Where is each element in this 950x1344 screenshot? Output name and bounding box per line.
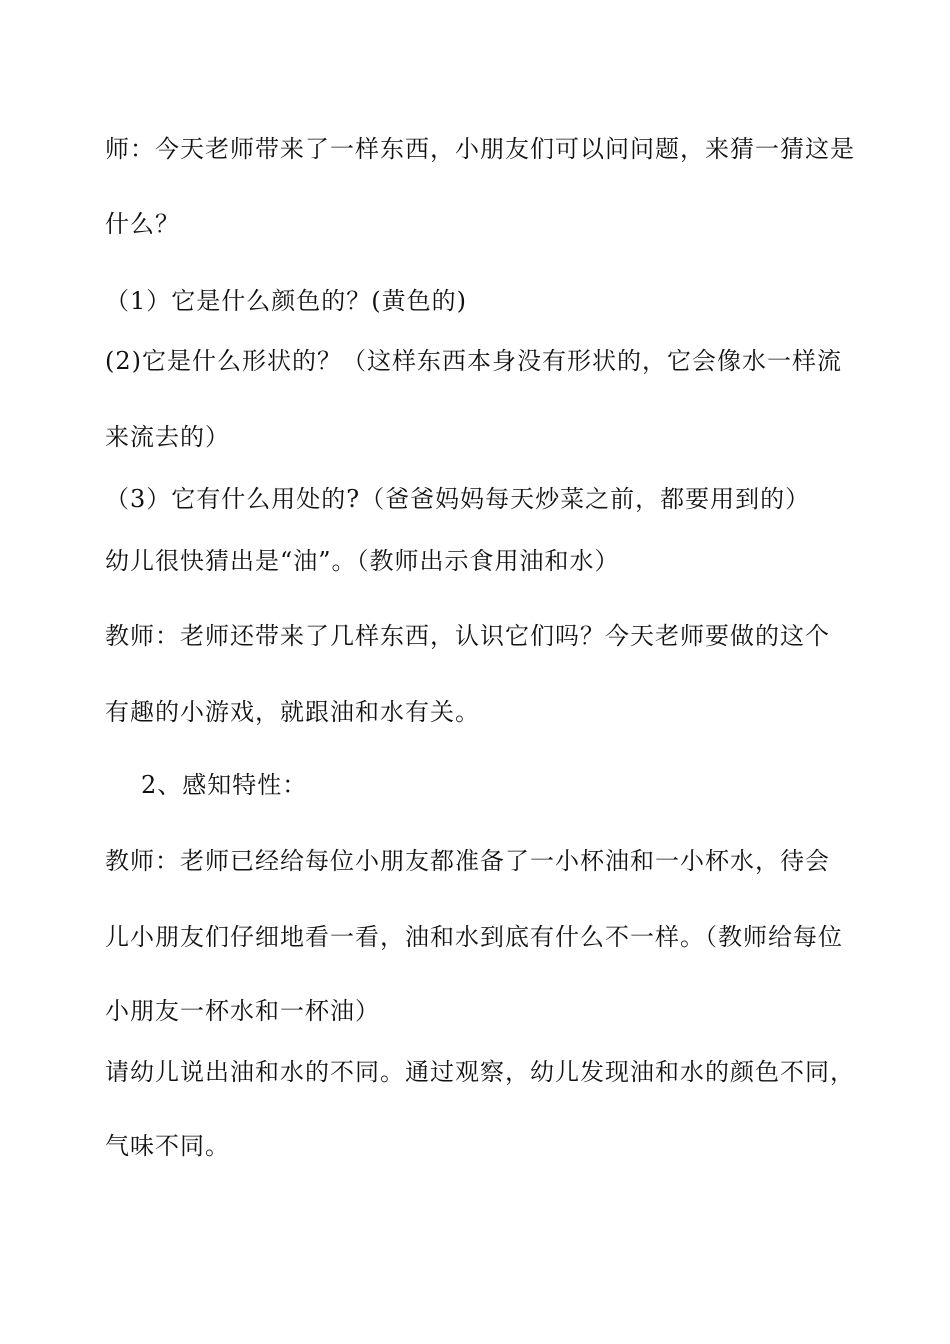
question-line-1: （1）它是什么颜色的？(黄色的) xyxy=(105,287,467,315)
section-heading: 2、感知特性： xyxy=(141,771,308,799)
answer-line: 幼儿很快猜出是“油”。（教师出示食用油和水） xyxy=(105,547,620,575)
question-line-2-continued: 来流去的） xyxy=(105,423,230,451)
teacher-line-1-continued: 有趣的小游戏，就跟油和水有关。 xyxy=(105,698,480,726)
teacher-line-2-end: 小朋友一杯水和一杯油） xyxy=(105,997,380,1025)
observation-line: 请幼儿说出油和水的不同。通过观察，幼儿发现油和水的颜色不同， xyxy=(105,1058,855,1086)
paragraph-line-1: 师：今天老师带来了一样东西，小朋友们可以问问题，来猜一猜这是 xyxy=(105,135,855,163)
teacher-line-2: 教师：老师已经给每位小朋友都准备了一小杯油和一小杯水，待会 xyxy=(105,847,830,875)
question-line-2: (2)它是什么形状的？（这样东西本身没有形状的，它会像水一样流 xyxy=(105,347,842,375)
question-line-3: （3）它有什么用处的?（爸爸妈妈每天炒菜之前，都要用到的） xyxy=(105,485,811,513)
observation-line-continued: 气味不同。 xyxy=(105,1132,230,1160)
teacher-line-2-continued: 儿小朋友们仔细地看一看，油和水到底有什么不一样。（教师给每位 xyxy=(105,923,843,951)
paragraph-line-2: 什么？ xyxy=(105,210,180,238)
teacher-line-1: 教师：老师还带来了几样东西，认识它们吗？今天老师要做的这个 xyxy=(105,622,830,650)
